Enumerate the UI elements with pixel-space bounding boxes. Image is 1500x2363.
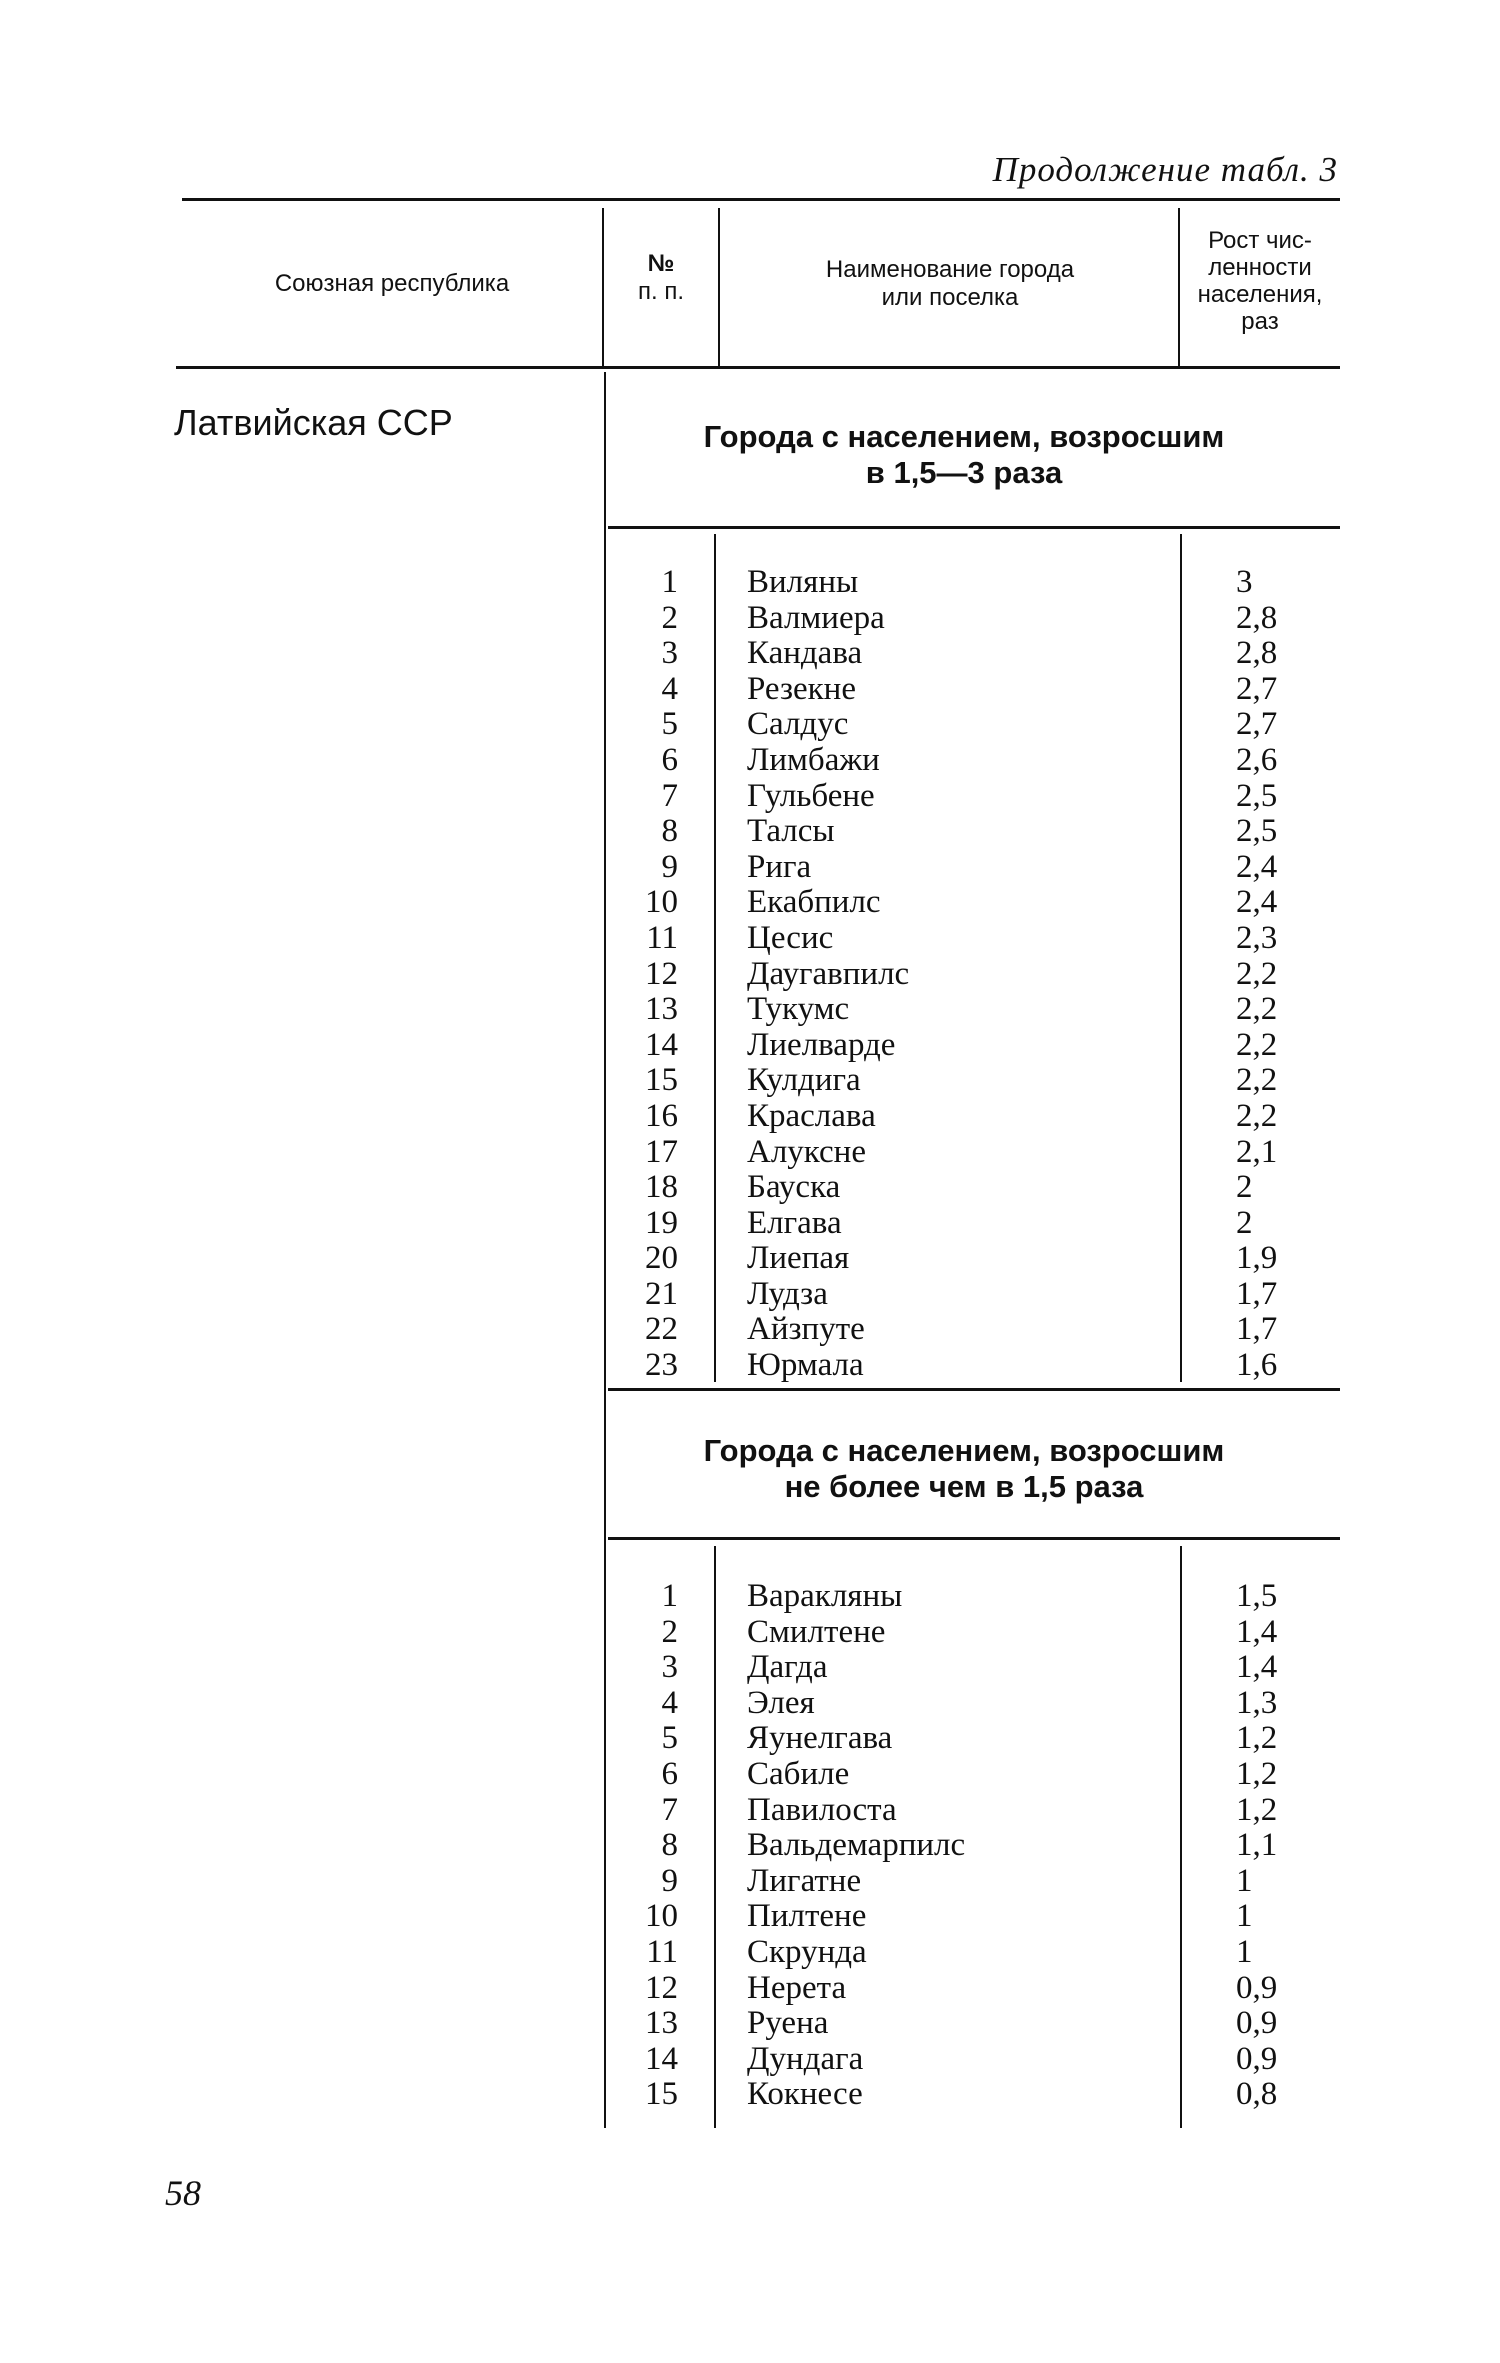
continuation-caption: Продолжение табл. 3: [992, 150, 1338, 189]
row-number: 14: [645, 1026, 678, 1063]
growth-value: 0,9: [1236, 1969, 1278, 2006]
row-number: 2: [661, 1613, 678, 1650]
table-row: [0, 1206, 1500, 1242]
city-name: Смилтене: [747, 1613, 886, 1650]
row-number: 1: [661, 1578, 678, 1614]
row-number: 9: [661, 848, 678, 885]
growth-value: 2,5: [1236, 777, 1278, 814]
row-number: 20: [645, 1240, 678, 1277]
header-divider-2: [718, 208, 720, 366]
row-number: 3: [661, 635, 678, 672]
row-number: 4: [661, 1684, 678, 1721]
row-number: 5: [661, 706, 678, 743]
row-number: 15: [645, 1062, 678, 1099]
table-row: [0, 885, 1500, 921]
growth-value: 1: [1236, 1862, 1253, 1899]
city-name: Резекне: [747, 670, 856, 707]
row-number: 7: [661, 777, 678, 814]
growth-value: 1,7: [1236, 1275, 1278, 1312]
growth-value: 2,5: [1236, 813, 1278, 850]
city-name: Бауска: [747, 1169, 841, 1206]
growth-value: 2,4: [1236, 884, 1278, 921]
header-growth-line1: Рост чис-: [1208, 227, 1312, 254]
table-row: [0, 1721, 1500, 1757]
section1-title-line1: Города с населением, возросшим: [703, 419, 1225, 454]
growth-value: 2,4: [1236, 848, 1278, 885]
growth-value: 2,2: [1236, 955, 1278, 992]
table-row: [0, 921, 1500, 957]
republic-name: Латвийская ССР: [174, 402, 453, 443]
city-name: Елгава: [747, 1204, 842, 1241]
table-row: [0, 1135, 1500, 1171]
city-name: Кокнесе: [747, 2076, 863, 2113]
row-number: 15: [645, 2076, 678, 2113]
row-number: 7: [661, 1791, 678, 1828]
row-number: 2: [661, 599, 678, 636]
row-number: 12: [645, 955, 678, 992]
section1-rows: [0, 565, 1500, 1384]
table-row: [0, 1615, 1500, 1651]
table-row: [0, 1899, 1500, 1935]
section1-end-rule: [608, 1388, 1340, 1391]
section2-title: [608, 1433, 1320, 1505]
row-number: 8: [661, 1827, 678, 1864]
header-city-line1: Наименование города: [825, 256, 1075, 283]
section2-title-line2: не более чем в 1,5 раза: [784, 1469, 1144, 1504]
growth-value: 2,7: [1236, 706, 1278, 743]
row-number: 10: [645, 884, 678, 921]
table-row: [0, 2077, 1500, 2113]
table-row: [0, 814, 1500, 850]
table-row: [0, 1348, 1500, 1384]
city-name: Дагда: [747, 1649, 828, 1686]
growth-value: 1,4: [1236, 1613, 1278, 1650]
growth-value: 2,3: [1236, 919, 1278, 956]
city-name: Лиелварде: [747, 1026, 896, 1063]
row-number: 17: [645, 1133, 678, 1170]
table-row: [0, 1757, 1500, 1793]
city-name: Кандава: [747, 635, 863, 672]
growth-value: 1,5: [1236, 1578, 1278, 1614]
table-row: [0, 1828, 1500, 1864]
city-name: Лигатне: [747, 1862, 862, 1899]
table-row: [0, 601, 1500, 637]
table-row: [0, 2006, 1500, 2042]
growth-value: 1,6: [1236, 1347, 1278, 1384]
growth-value: 1: [1236, 1933, 1253, 1970]
row-number: 13: [645, 991, 678, 1028]
page-number: 58: [165, 2173, 201, 2213]
header-republic: Союзная республика: [274, 270, 510, 297]
city-name: Гульбене: [747, 777, 875, 814]
row-number: 18: [645, 1169, 678, 1206]
city-name: Вальдемарпилс: [747, 1827, 966, 1864]
row-number: 13: [645, 2005, 678, 2042]
header-growth: [1180, 228, 1340, 336]
row-number: 21: [645, 1275, 678, 1312]
growth-value: 2,2: [1236, 991, 1278, 1028]
growth-value: 1: [1236, 1898, 1253, 1935]
city-name: Виляны: [747, 564, 859, 600]
city-name: Даугавпилс: [747, 955, 910, 992]
growth-value: 2: [1236, 1169, 1253, 1206]
table-row: [0, 1170, 1500, 1206]
growth-value: 1,2: [1236, 1755, 1278, 1792]
table-row: [0, 1099, 1500, 1135]
row-number: 1: [661, 564, 678, 600]
growth-value: 1,2: [1236, 1720, 1278, 1757]
growth-value: 2,7: [1236, 670, 1278, 707]
header-city: [722, 256, 1178, 311]
city-name: Руена: [747, 2005, 829, 2042]
city-name: Пилтене: [747, 1898, 867, 1935]
growth-value: 1,4: [1236, 1649, 1278, 1686]
city-name: Лудза: [747, 1275, 828, 1312]
city-name: Павилоста: [747, 1791, 897, 1828]
growth-value: 1,1: [1236, 1827, 1278, 1864]
table-row: [0, 672, 1500, 708]
table-row: [0, 743, 1500, 779]
city-name: Краслава: [747, 1097, 876, 1134]
city-name: Лимбажи: [747, 741, 880, 778]
city-name: Кулдига: [747, 1062, 861, 1099]
growth-value: 2,2: [1236, 1062, 1278, 1099]
table-row: [0, 636, 1500, 672]
growth-value: 2,2: [1236, 1026, 1278, 1063]
table-row: [0, 1650, 1500, 1686]
city-name: Элея: [747, 1684, 815, 1721]
city-name: Скрунда: [747, 1933, 867, 1970]
header-top-rule: [182, 198, 1340, 201]
table-row: [0, 707, 1500, 743]
row-number: 4: [661, 670, 678, 707]
table-row: [0, 779, 1500, 815]
header-bottom-rule: [176, 366, 1340, 369]
table-row: [0, 957, 1500, 993]
row-number: 19: [645, 1204, 678, 1241]
table-row: [0, 2042, 1500, 2078]
row-number: 9: [661, 1862, 678, 1899]
city-name: Тукумс: [747, 991, 850, 1028]
row-number: 5: [661, 1720, 678, 1757]
city-name: Цесис: [747, 919, 834, 956]
row-number: 16: [645, 1097, 678, 1134]
row-number: 6: [661, 741, 678, 778]
row-number: 23: [645, 1347, 678, 1384]
city-name: Алуксне: [747, 1133, 866, 1170]
header-growth-line4: раз: [1241, 307, 1279, 335]
table-row: [0, 850, 1500, 886]
row-number: 3: [661, 1649, 678, 1686]
city-name: Екабпилс: [747, 884, 881, 921]
city-name: Юрмала: [747, 1347, 864, 1384]
table-row: [0, 1312, 1500, 1348]
row-number: 11: [646, 1933, 678, 1970]
table-row: [0, 1241, 1500, 1277]
row-number: 12: [645, 1969, 678, 2006]
section2-rows: [0, 1579, 1500, 2113]
table-row: [0, 1686, 1500, 1722]
growth-value: 2: [1236, 1204, 1253, 1241]
header-number-line1: №: [647, 250, 675, 277]
table-row: [0, 1864, 1500, 1900]
growth-value: 1,9: [1236, 1240, 1278, 1277]
row-number: 6: [661, 1755, 678, 1792]
city-name: Сабиле: [747, 1755, 850, 1792]
growth-value: 0,9: [1236, 2005, 1278, 2042]
growth-value: 1,7: [1236, 1311, 1278, 1348]
growth-value: 3: [1236, 564, 1253, 600]
city-name: Лиепая: [747, 1240, 850, 1277]
growth-value: 0,9: [1236, 2040, 1278, 2077]
header-number: [604, 250, 718, 305]
row-number: 14: [645, 2040, 678, 2077]
section1-title-line2: в 1,5—3 раза: [865, 455, 1063, 490]
table-row: [0, 1971, 1500, 2007]
header-number-line2: п. п.: [638, 277, 684, 305]
growth-value: 2,8: [1236, 599, 1278, 636]
row-number: 11: [646, 919, 678, 956]
table-row: [0, 1793, 1500, 1829]
city-name: Талсы: [747, 813, 835, 850]
table-row: [0, 1277, 1500, 1313]
city-name: Яунелгава: [747, 1720, 893, 1757]
city-name: Айзпуте: [747, 1311, 865, 1348]
growth-value: 0,8: [1236, 2076, 1278, 2113]
city-name: Валмиера: [747, 599, 885, 636]
header-growth-line2: ленности: [1208, 253, 1312, 281]
section1-title: [608, 419, 1320, 491]
section2-title-rule: [608, 1537, 1340, 1540]
city-name: Варакляны: [747, 1578, 903, 1614]
table-row: [0, 1063, 1500, 1099]
table-row: [0, 1579, 1500, 1615]
table-row: [0, 565, 1500, 601]
header-city-line2: или поселка: [881, 283, 1019, 311]
table-row: [0, 1935, 1500, 1971]
city-name: Салдус: [747, 706, 849, 743]
growth-value: 1,3: [1236, 1684, 1278, 1721]
city-name: Нерета: [747, 1969, 847, 2006]
growth-value: 1,2: [1236, 1791, 1278, 1828]
city-name: Дундага: [747, 2040, 864, 2077]
city-name: Рига: [747, 848, 812, 885]
growth-value: 2,8: [1236, 635, 1278, 672]
header-growth-line3: населения,: [1197, 280, 1323, 308]
growth-value: 2,1: [1236, 1133, 1278, 1170]
table-row: [0, 992, 1500, 1028]
row-number: 8: [661, 813, 678, 850]
section2-title-line1: Города с населением, возросшим: [703, 1433, 1225, 1468]
growth-value: 2,2: [1236, 1097, 1278, 1134]
row-number: 10: [645, 1898, 678, 1935]
growth-value: 2,6: [1236, 741, 1278, 778]
row-number: 22: [645, 1311, 678, 1348]
section1-title-rule: [608, 526, 1340, 529]
table-row: [0, 1028, 1500, 1064]
